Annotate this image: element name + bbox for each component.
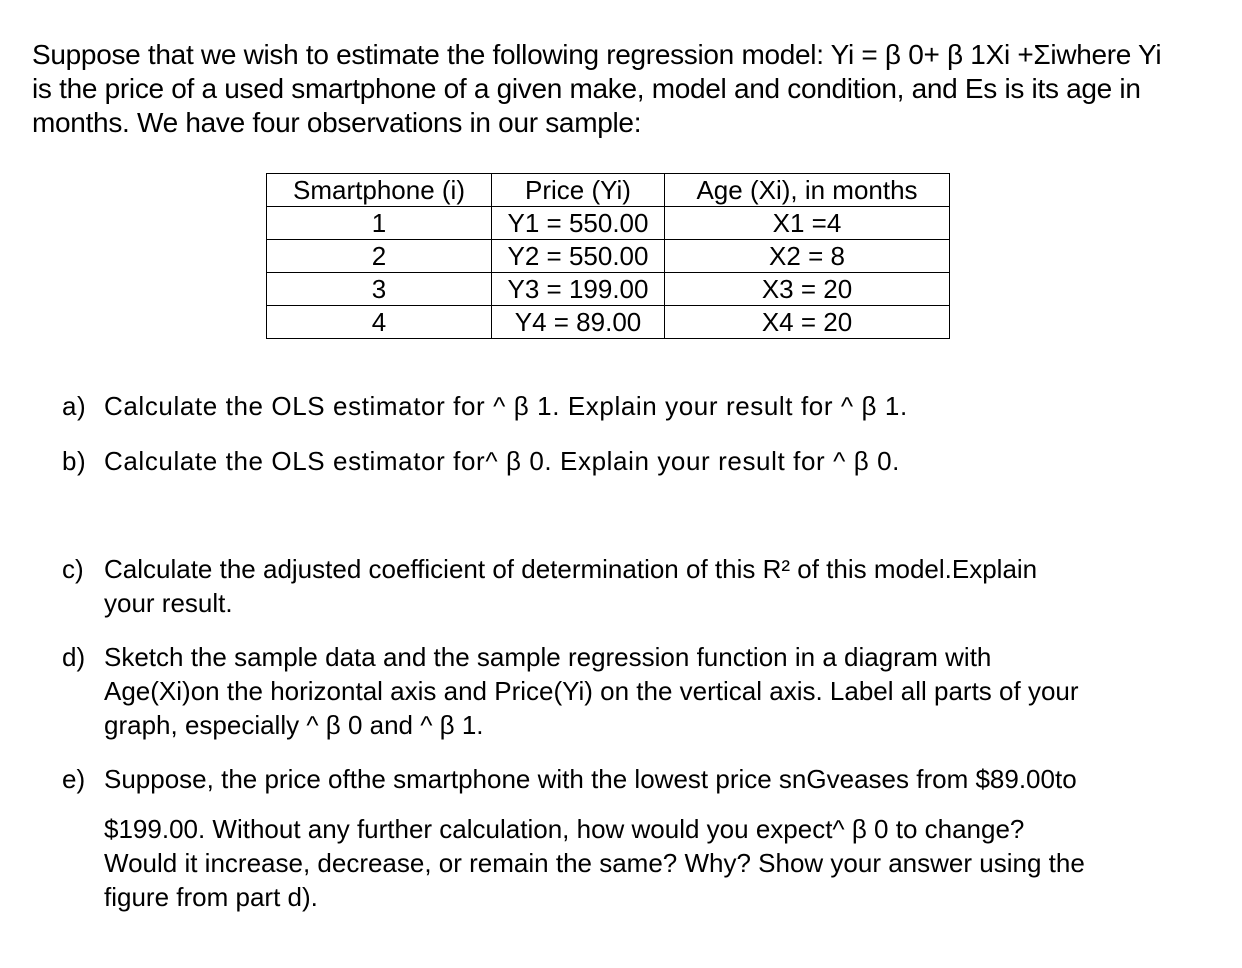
table-cell: X1 =4 bbox=[665, 207, 950, 240]
table-row bbox=[267, 240, 950, 273]
question-text: graph, especially ^ β 0 and ^ β 1. bbox=[104, 710, 484, 740]
table-cell: 1 bbox=[267, 207, 492, 240]
intro-line-1: Suppose that we wish to estimate the following regression model: Yi = β 0+ β 1Xi +Σiwhere Yi bbox=[32, 39, 1162, 70]
table-header: Smartphone (i) bbox=[267, 174, 492, 207]
intro-paragraph bbox=[32, 38, 1222, 140]
table-cell: Y1 = 550.00 bbox=[492, 207, 665, 240]
table-header: Price (Yi) bbox=[492, 174, 665, 207]
question-d bbox=[62, 640, 1222, 742]
question-text: Calculate the OLS estimator for ^ β 1. Explain your result for ^ β 1. bbox=[104, 391, 908, 421]
table-cell: 3 bbox=[267, 273, 492, 306]
table-cell: 4 bbox=[267, 306, 492, 339]
question-text: your result. bbox=[104, 588, 233, 618]
question-text: Sketch the sample data and the sample regression function in a diagram with bbox=[104, 642, 992, 672]
question-text: $199.00. Without any further calculation, how would you expect^ β 0 to change? bbox=[104, 814, 1025, 844]
question-e bbox=[62, 762, 1222, 914]
question-c bbox=[62, 552, 1222, 620]
question-text: Suppose, the price ofthe smartphone with the lowest price snGveases from $89.00to bbox=[104, 764, 1077, 794]
table-row bbox=[267, 207, 950, 240]
table-row bbox=[267, 273, 950, 306]
table-cell: 2 bbox=[267, 240, 492, 273]
table-row bbox=[267, 306, 950, 339]
table-cell: Y3 = 199.00 bbox=[492, 273, 665, 306]
observations-table bbox=[266, 173, 950, 339]
question-b bbox=[62, 444, 1222, 478]
table-cell: X2 = 8 bbox=[665, 240, 950, 273]
question-label: b) bbox=[62, 446, 87, 476]
table-header: Age (Xi), in months bbox=[665, 174, 950, 207]
question-text: Age(Xi)on the horizontal axis and Price(Yi) on the vertical axis. Label all parts of your bbox=[104, 676, 1079, 706]
table-header-row bbox=[267, 174, 950, 207]
intro-line-2: is the price of a used smartphone of a given make, model and condition, and Es is its age in bbox=[32, 73, 1141, 104]
question-text: figure from part d). bbox=[104, 882, 318, 912]
question-text: Would it increase, decrease, or remain the same? Why? Show your answer using the bbox=[104, 848, 1085, 878]
question-text: Calculate the OLS estimator for^ β 0. Explain your result for ^ β 0. bbox=[104, 446, 900, 476]
table-cell: Y2 = 550.00 bbox=[492, 240, 665, 273]
question-label: d) bbox=[62, 642, 86, 672]
table-cell: Y4 = 89.00 bbox=[492, 306, 665, 339]
intro-line-3: months. We have four observations in our sample: bbox=[32, 107, 642, 138]
table-cell: X3 = 20 bbox=[665, 273, 950, 306]
question-label: c) bbox=[62, 554, 84, 584]
table-cell: X4 = 20 bbox=[665, 306, 950, 339]
question-label: e) bbox=[62, 764, 86, 794]
question-label: a) bbox=[62, 391, 87, 421]
question-text: Calculate the adjusted coefficient of determination of this R² of this model.Explain bbox=[104, 554, 1038, 584]
question-a bbox=[62, 389, 1222, 423]
